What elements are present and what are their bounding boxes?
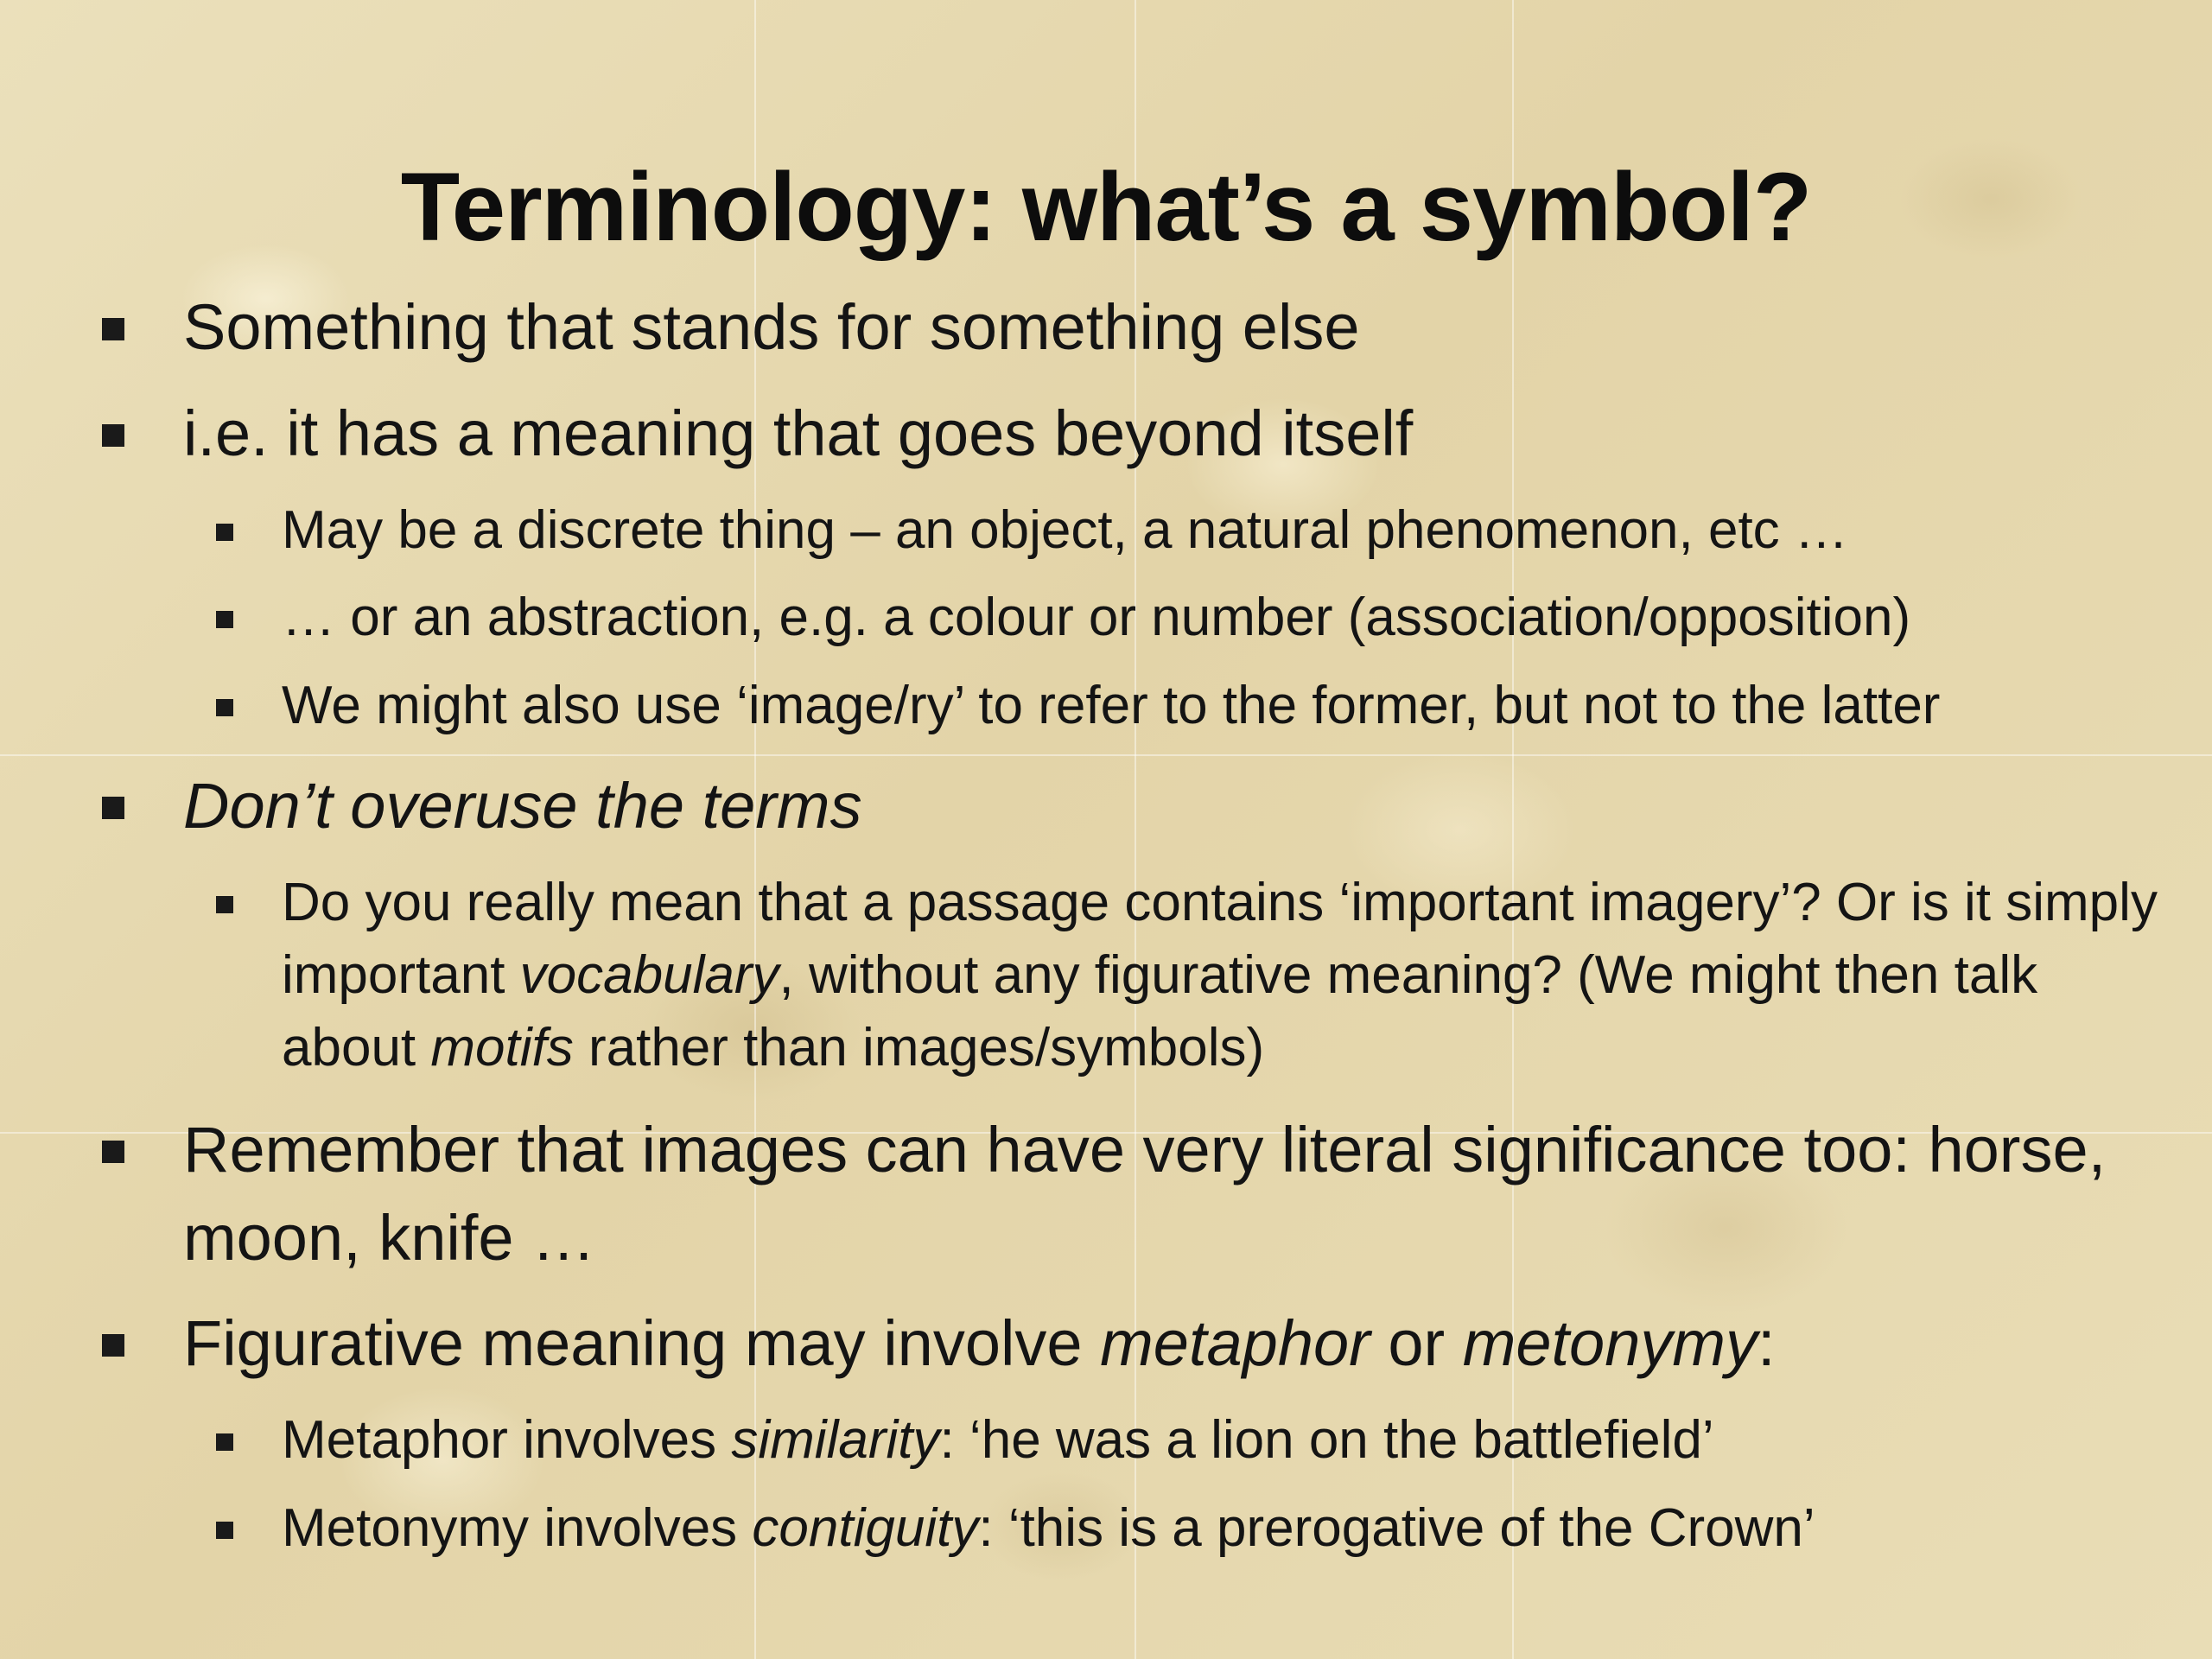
- sub-bullet-item: [216, 1404, 2165, 1477]
- bullet-text-part: i.e. it has a meaning that goes beyond itself: [183, 397, 1414, 469]
- slide-title: Terminology: what’s a symbol?: [400, 153, 1812, 262]
- bullet-text: [183, 390, 2136, 478]
- square-bullet-icon: [102, 797, 124, 819]
- bullet-text: [183, 1300, 2136, 1388]
- sub-bullet-item: [216, 1492, 2165, 1565]
- bullet-text-part: We might also use ‘image/ry’ to refer to the former, but not to the latter: [282, 676, 1941, 735]
- bullet-text-part: , without any figurative meaning? (We might then talk about: [282, 945, 2038, 1077]
- bullet-item: [102, 1300, 2136, 1388]
- bullet-text-part: Figurative meaning may involve: [183, 1307, 1101, 1379]
- square-bullet-icon: [102, 424, 124, 447]
- bullet-text-part: Metonymy involves: [282, 1498, 753, 1558]
- bullet-text-part: Remember that images can have very literal significance too: horse, moon, knife …: [183, 1114, 2107, 1274]
- bullet-text-part: or: [1370, 1307, 1463, 1379]
- square-bullet-icon: [102, 1141, 124, 1163]
- bullet-item: [102, 283, 2136, 372]
- bullet-item: [102, 1106, 2136, 1282]
- sub-bullet-item: [216, 494, 2165, 567]
- square-bullet-icon: [102, 318, 124, 340]
- bullet-item: [102, 390, 2136, 478]
- bullet-text-part: … or an abstraction, e.g. a colour or number (association/opposition): [282, 588, 1911, 647]
- bullet-text-part: : ‘this is a prerogative of the Crown’: [978, 1498, 1815, 1558]
- bullet-text-part: vocabulary: [519, 945, 779, 1005]
- bullet-text-part: metaphor: [1100, 1307, 1370, 1379]
- sub-bullet-item: [216, 582, 2165, 654]
- bullet-text: [183, 1106, 2136, 1282]
- square-bullet-icon: [102, 1334, 124, 1357]
- bullet-text: [282, 670, 2165, 742]
- square-bullet-icon: [216, 611, 233, 628]
- bullet-text-part: rather than images/symbols): [573, 1018, 1265, 1077]
- bullet-text: [282, 1404, 2165, 1477]
- bullet-text-part: :: [1758, 1307, 1776, 1379]
- bullet-text-part: motifs: [430, 1018, 574, 1077]
- sub-bullet-item: [216, 867, 2165, 1084]
- square-bullet-icon: [216, 699, 233, 716]
- bullet-text-part: May be a discrete thing – an object, a natural phenomenon, etc …: [282, 500, 1848, 560]
- bullet-text-part: contiguity: [752, 1498, 979, 1558]
- square-bullet-icon: [216, 1522, 233, 1539]
- bullet-text: [282, 867, 2165, 1084]
- bullet-text-part: similarity: [731, 1410, 940, 1470]
- square-bullet-icon: [216, 896, 233, 913]
- bullet-text-part: Something that stands for something else: [183, 291, 1360, 363]
- bullet-text: [282, 582, 2165, 654]
- square-bullet-icon: [216, 524, 233, 541]
- bullet-item: [102, 762, 2136, 850]
- bullet-text-part: Metaphor involves: [282, 1410, 732, 1470]
- bullet-text: [183, 762, 2136, 850]
- bullet-text-part: Don’t overuse the terms: [183, 770, 862, 842]
- background-tile-seam: [0, 754, 2212, 756]
- bullet-text: [282, 494, 2165, 567]
- bullet-text: [183, 283, 2136, 372]
- bullet-text-part: Do you really mean that a passage contains ‘important imagery’? Or is it simply important: [282, 873, 2158, 1005]
- square-bullet-icon: [216, 1433, 233, 1451]
- bullet-text-part: metonymy: [1462, 1307, 1758, 1379]
- bullet-text-part: : ‘he was a lion on the battlefield’: [939, 1410, 1714, 1470]
- sub-bullet-item: [216, 670, 2165, 742]
- bullet-text: [282, 1492, 2165, 1565]
